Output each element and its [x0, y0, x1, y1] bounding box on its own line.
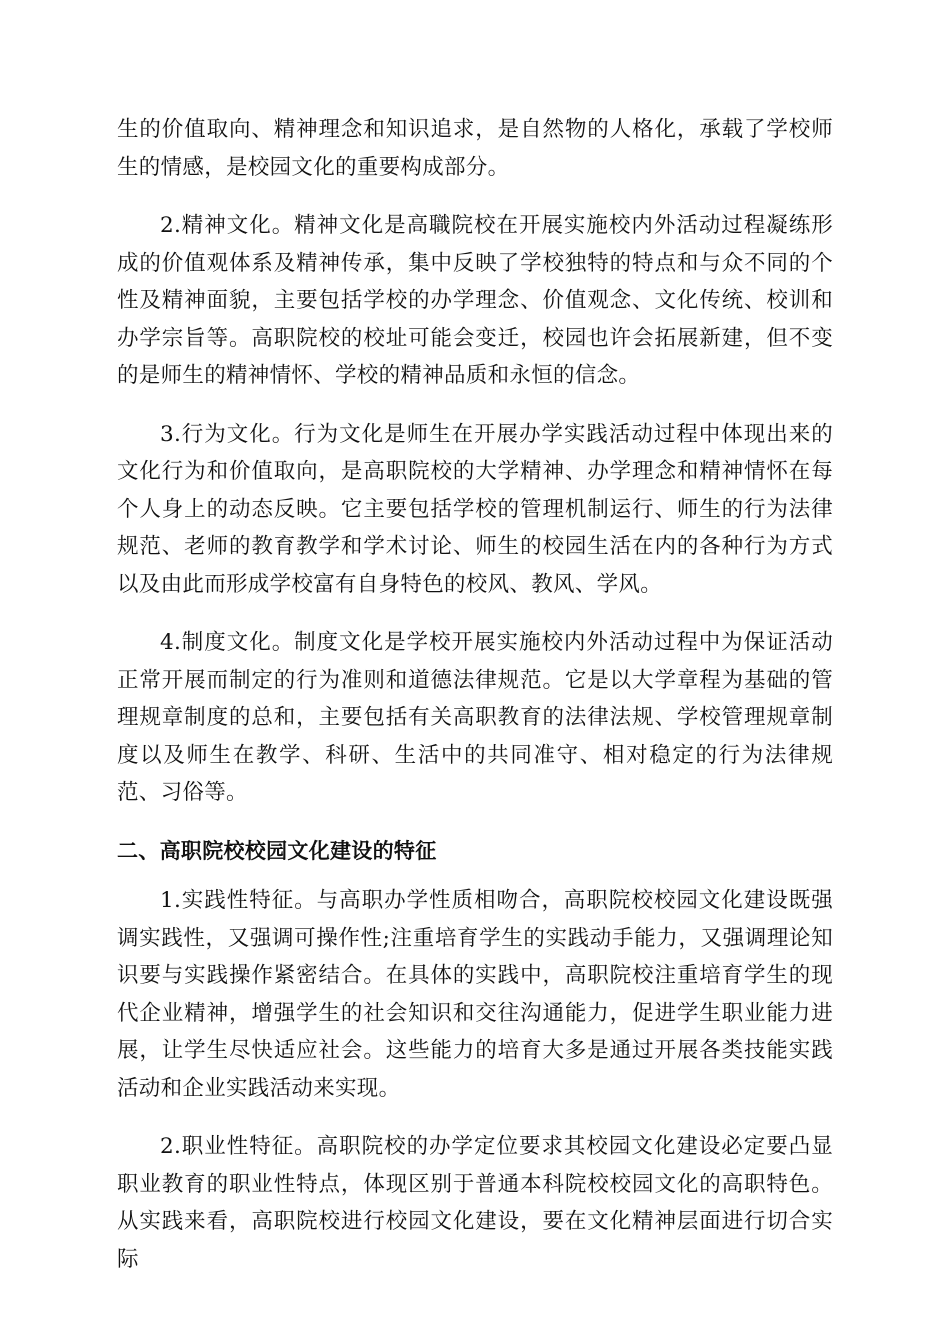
section-heading: 二、高职院校校园文化建设的特征	[117, 838, 437, 863]
paragraph-vocational-feature: 2.职业性特征。高职院校的办学定位要求其校园文化建设必定要凸显职业教育的职业性特点，体现区别于普通本科院校校园文化的高职特色。从实践来看，高职院校进行校园文化建设，要在文化精神层面进行切合实际	[117, 1134, 833, 1272]
paragraph-behavioral-culture: 3.行为文化。行为文化是师生在开展办学实践活动过程中体现出来的文化行为和价值取向，是高职院校的大学精神、办学理念和精神情怀在每个人身上的动态反映。它主要包括学校的管理机制运行、师生的行为法律规范、老师的教育教学和学术讨论、师生的校园生活在内的各种行为方式以及由此而形成学校富有自身特色的校风、教风、学风。	[117, 421, 833, 597]
paragraph-material-culture-continued: 生的价值取向、精神理念和知识追求，是自然物的人格化，承载了学校师生的情感，是校园文化的重要构成部分。	[117, 117, 833, 180]
paragraph-institutional-culture: 4.制度文化。制度文化是学校开展实施校内外活动过程中为保证活动正常开展而制定的行为准则和道德法律规范。它是以大学章程为基础的管理规章制度的总和，主要包括有关高职教育的法律法规、学校管理规章制度以及师生在教学、科研、生活中的共同准守、相对稳定的行为法律规范、习俗等。	[117, 630, 833, 805]
document-page	[117, 111, 833, 1278]
paragraph-practical-feature: 1.实践性特征。与高职办学性质相吻合，高职院校校园文化建设既强调实践性，又强调可操作性;注重培育学生的实践动手能力，又强调理论知识要与实践操作紧密结合。在具体的实践中，高职院校注重培育学生的现代企业精神，增强学生的社会知识和交往沟通能力，促进学生职业能力进展，让学生尽快适应社会。这些能力的培育大多是通过开展各类技能实践活动和企业实践活动来实现。	[117, 888, 833, 1101]
paragraph-spiritual-culture: 2.精神文化。精神文化是高職院校在开展实施校内外活动过程凝练形成的价值观体系及精神传承，集中反映了学校独特的特点和与众不同的个性及精神面貌，主要包括学校的办学理念、价值观念、文化传统、校训和办学宗旨等。高职院校的校址可能会变迁，校园也许会拓展新建，但不变的是师生的精神情怀、学校的精神品质和永恒的信念。	[117, 213, 833, 388]
